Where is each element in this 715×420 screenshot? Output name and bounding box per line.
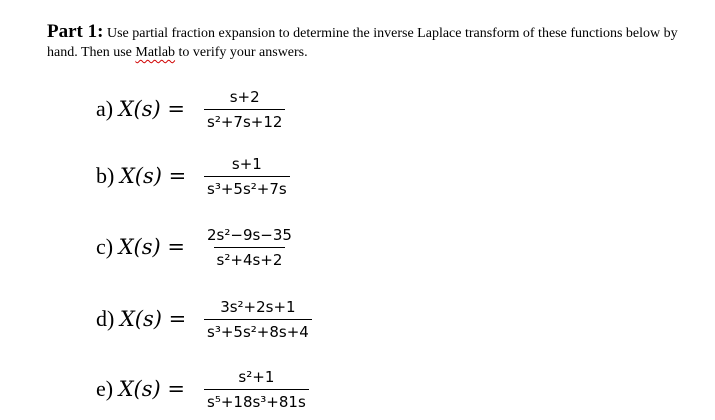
problem-label: d) X(s) = <box>96 306 187 331</box>
problem-label: b) X(s) = <box>96 163 187 188</box>
instructions-text: Use partial fraction expansion to determine the inverse Laplace transform of these functions below by hand. Then use <box>47 26 678 60</box>
denominator: s²+7s+12 <box>204 109 285 131</box>
fraction <box>204 368 309 411</box>
problem-d <box>96 294 312 344</box>
problem-b <box>96 151 290 201</box>
fraction <box>204 155 290 198</box>
numerator: 2s²−9s−35 <box>207 225 292 244</box>
problem-c <box>96 222 295 272</box>
instructions <box>47 22 687 62</box>
problem-e <box>96 364 309 414</box>
problem-a <box>96 84 285 134</box>
fraction <box>204 298 312 341</box>
numerator: 3s²+2s+1 <box>220 297 296 316</box>
matlab-word: Matlab <box>135 45 176 60</box>
problem-label: c) X(s) = <box>96 234 185 259</box>
problem-label: e) X(s) = <box>96 376 185 401</box>
numerator: s²+1 <box>238 367 275 386</box>
instructions-text-end: to verify your answers. <box>175 45 308 60</box>
denominator: s³+5s²+8s+4 <box>204 319 312 341</box>
denominator: s⁵+18s³+81s <box>204 389 309 411</box>
fraction <box>204 88 285 131</box>
denominator: s³+5s²+7s <box>204 176 290 198</box>
part-title: Part 1: <box>47 21 104 42</box>
numerator: s+2 <box>229 87 260 106</box>
denominator: s²+4s+2 <box>214 247 286 269</box>
problem-label: a) X(s) = <box>96 96 185 121</box>
numerator: s+1 <box>231 154 262 173</box>
fraction <box>204 226 295 269</box>
